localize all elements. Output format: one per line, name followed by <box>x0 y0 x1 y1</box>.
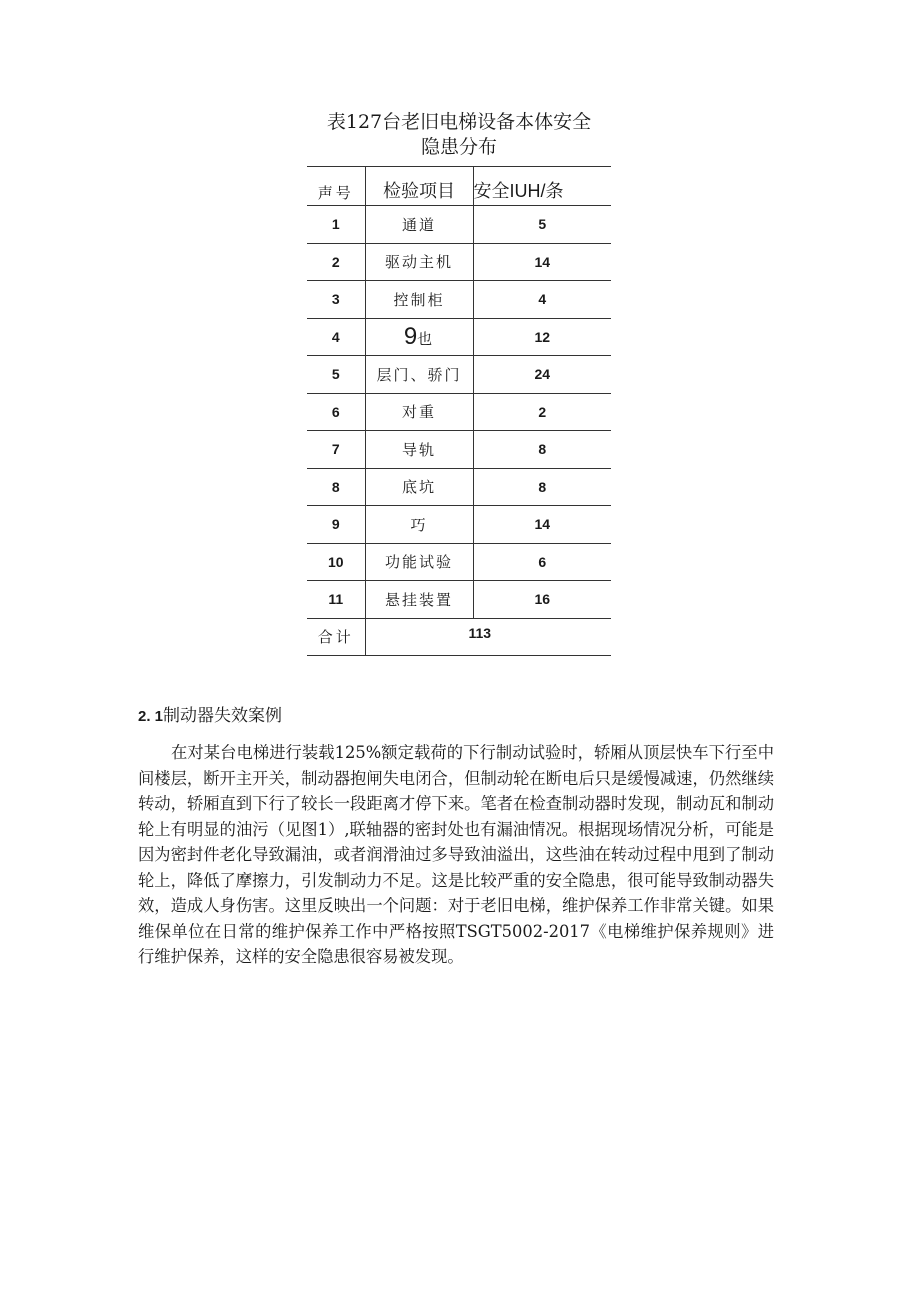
row-item-lead: 9 <box>403 322 418 350</box>
row-count: 6 <box>473 543 611 581</box>
table-row <box>307 243 611 281</box>
row-no: 11 <box>307 581 365 619</box>
header-count: 安全IUH/条 <box>473 167 611 206</box>
header-no: 声号 <box>307 167 365 206</box>
row-count: 8 <box>473 431 611 469</box>
table-row <box>307 318 611 356</box>
row-no: 7 <box>307 431 365 469</box>
row-item: 巧 <box>365 506 473 544</box>
body-paragraph: 在对某台电梯进行装载125%额定载荷的下行制动试验时，轿厢从顶层快车下行至中间楼层，断开主开关，制动器抱闸失电闭合，但制动轮在断电后只是缓慢减速，仍然继续转动，轿厢直到下行了较长一段距离才停下来。笔者在检查制动器时发现，制动瓦和制动轮上有明显的油污（见图1）,联轴器的密封处也有漏油情况。根据现场情况分析，可能是因为密封件老化导致漏油，或者润滑油过多导致油溢出，这些油在转动过程中甩到了制动轮上，降低了摩擦力，引发制动力不足。这是比较严重的安全隐患，很可能导致制动器失效，造成人身伤害。这里反映出一个问题：对于老旧电梯，维护保养工作非常关键。如果维保单位在日常的维护保养工作中严格按照TSGT5002-2017《电梯维护保养规则》进行维护保养，这样的安全隐患很容易被发现。 <box>138 743 774 966</box>
table-row <box>307 281 611 319</box>
table-caption-line2: 隐患分布 <box>420 136 497 158</box>
row-item-tail: 也 <box>417 329 435 348</box>
row-count: 8 <box>473 468 611 506</box>
table-caption-line1: 表127台老旧电梯设备本体安全 <box>326 111 592 133</box>
row-item: 导轨 <box>365 431 473 469</box>
row-no: 4 <box>307 318 365 356</box>
table-row <box>307 393 611 431</box>
header-item: 检验项目 <box>365 167 473 206</box>
row-count: 12 <box>473 318 611 356</box>
row-no: 9 <box>307 506 365 544</box>
table-header-row <box>307 167 611 206</box>
row-count: 5 <box>473 206 611 244</box>
section-number: 2. 1 <box>138 708 164 725</box>
section-heading <box>138 701 282 726</box>
table-row <box>307 356 611 394</box>
row-no: 5 <box>307 356 365 394</box>
row-count: 16 <box>473 581 611 619</box>
row-item: 悬挂装置 <box>365 581 473 619</box>
row-item: 对重 <box>365 393 473 431</box>
table-row <box>307 206 611 244</box>
row-item: 功能试验 <box>365 543 473 581</box>
table-row <box>307 543 611 581</box>
row-no: 3 <box>307 281 365 319</box>
row-no: 8 <box>307 468 365 506</box>
row-count: 14 <box>473 506 611 544</box>
row-no: 1 <box>307 206 365 244</box>
table-row <box>307 581 611 619</box>
row-item: 底坑 <box>365 468 473 506</box>
table-row <box>307 431 611 469</box>
row-count: 24 <box>473 356 611 394</box>
table-row <box>307 468 611 506</box>
row-item: 层门、骄门 <box>365 356 473 394</box>
table-total-row <box>307 618 611 655</box>
row-item: 控制柜 <box>365 281 473 319</box>
table-caption <box>307 110 611 160</box>
hazard-table <box>307 166 611 656</box>
row-count: 2 <box>473 393 611 431</box>
row-count: 4 <box>473 281 611 319</box>
total-label: 合计 <box>307 618 365 655</box>
row-no: 2 <box>307 243 365 281</box>
section-title: 制动器失效案例 <box>163 706 283 726</box>
row-item <box>365 318 473 356</box>
row-item: 驱动主机 <box>365 243 473 281</box>
total-value: 113 <box>365 618 611 655</box>
row-no: 6 <box>307 393 365 431</box>
row-item: 通道 <box>365 206 473 244</box>
row-no: 10 <box>307 543 365 581</box>
row-count: 14 <box>473 243 611 281</box>
table-row <box>307 506 611 544</box>
